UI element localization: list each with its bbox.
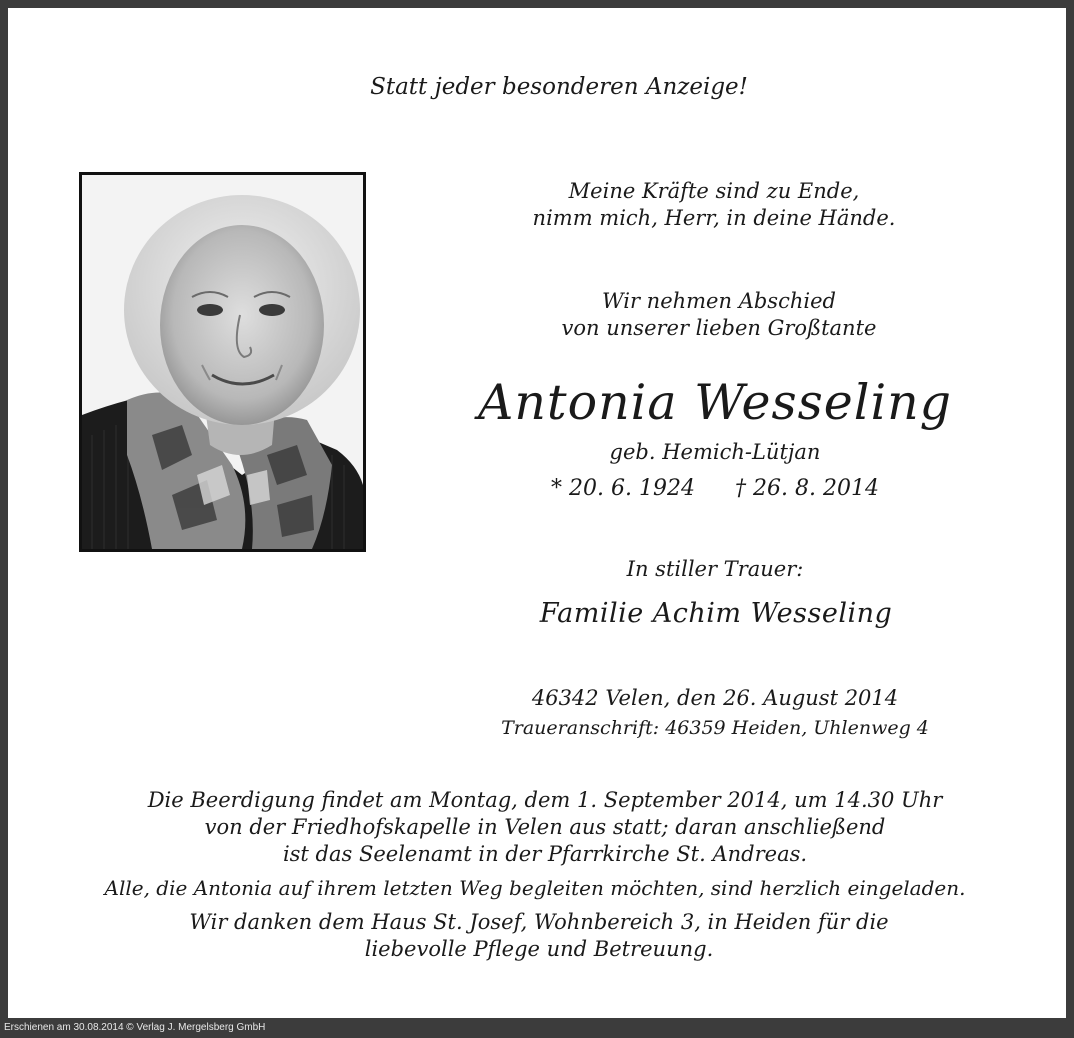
- invitation: Alle, die Antonia auf ihrem letzten Weg begleiten möchten, sind herzlich eingeladen.: [104, 876, 966, 900]
- publication-footer: Erschienen am 30.08.2014 © Verlag J. Mergelsberg GmbH: [4, 1022, 266, 1033]
- portrait-photo: [79, 172, 366, 552]
- place-and-date: 46342 Velen, den 26. August 2014: [531, 686, 899, 710]
- mourning-label: In stiller Trauer:: [626, 557, 804, 581]
- verse: [533, 178, 896, 232]
- deceased-name: Antonia Wesseling: [477, 374, 953, 431]
- obituary-notice: [8, 8, 1066, 1018]
- mourning-address: Traueranschrift: 46359 Heiden, Uhlenweg 4: [501, 717, 929, 739]
- family-name: Familie Achim Wesseling: [539, 598, 893, 629]
- thanks-text: [189, 909, 888, 963]
- verse-line-2: nimm mich, Herr, in deine Hände.: [532, 206, 896, 230]
- headline: Statt jeder besonderen Anzeige!: [370, 74, 748, 100]
- birth-name: geb. Hemich-Lütjan: [609, 440, 821, 464]
- thanks-line-2: liebevolle Pflege und Betreuung.: [364, 937, 714, 961]
- verse-line-1: Meine Kräfte sind zu Ende,: [568, 179, 860, 203]
- funeral-line-2: von der Friedhofskapelle in Velen aus statt; daran anschließend: [204, 815, 886, 839]
- funeral-details: [148, 787, 943, 868]
- farewell-line-1: Wir nehmen Abschied: [602, 289, 836, 313]
- life-dates: [551, 476, 879, 501]
- funeral-line-1: Die Beerdigung findet am Montag, dem 1. September 2014, um 14.30 Uhr: [147, 788, 943, 812]
- farewell-text: [562, 288, 877, 342]
- farewell-line-2: von unserer lieben Großtante: [561, 316, 877, 340]
- birth-date: * 20. 6. 1924: [551, 476, 695, 501]
- funeral-line-3: ist das Seelenamt in der Pfarrkirche St. Andreas.: [282, 842, 808, 866]
- thanks-line-1: Wir danken dem Haus St. Josef, Wohnbereich 3, in Heiden für die: [189, 910, 889, 934]
- death-date: † 26. 8. 2014: [735, 476, 879, 501]
